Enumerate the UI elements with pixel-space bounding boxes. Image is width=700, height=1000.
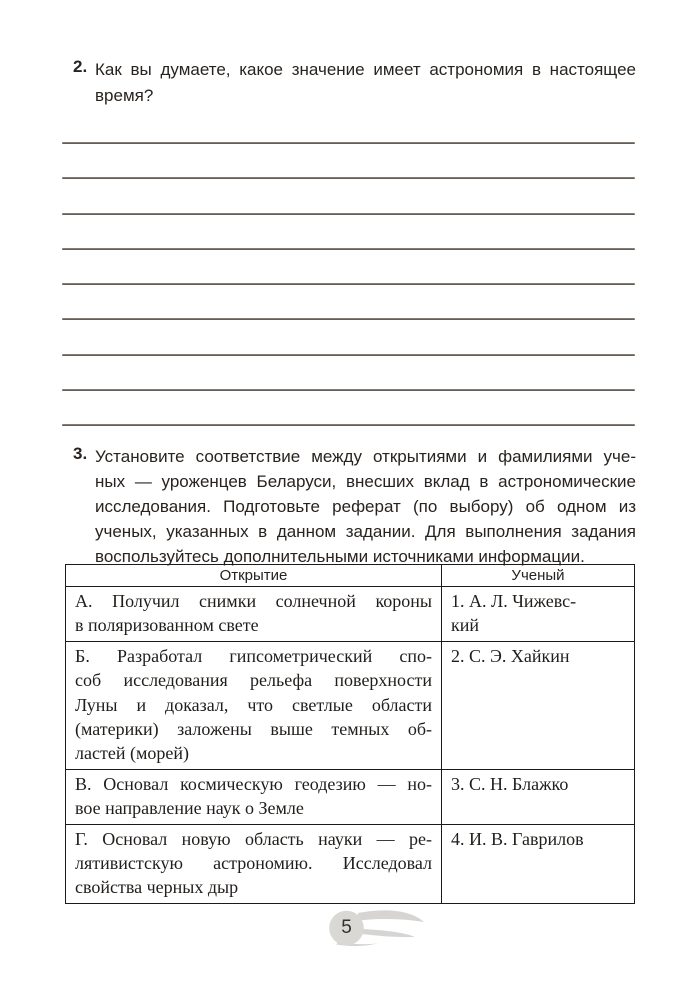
table-row xyxy=(66,586,634,641)
question-3-line: ученых, указанных в данном задании. Для выполнения задания xyxy=(95,522,636,541)
discovery-line: вое направление наук о Земле xyxy=(75,798,304,819)
discovery-line: соб исследования рельефа поверхности xyxy=(75,670,432,691)
question-3-line: исследования. Подготовьте реферат (по выбору) об одном из xyxy=(95,497,636,516)
discovery-cell xyxy=(66,642,442,769)
scientist-line: 3. С. Н. Блажко xyxy=(451,773,569,794)
writing-line xyxy=(62,354,635,356)
table-row xyxy=(66,824,634,903)
scientist-cell xyxy=(442,825,634,903)
question-3-line: воспользуйтесь дополнительными источниками информации. xyxy=(95,547,585,566)
answer-lines-area[interactable] xyxy=(62,142,635,426)
scientist-cell xyxy=(442,642,634,769)
discovery-cell xyxy=(66,825,442,903)
scientist-cell xyxy=(442,587,634,641)
page-number-badge xyxy=(320,903,490,963)
scientist-line: 2. С. Э. Хайкин xyxy=(451,645,570,666)
writing-line xyxy=(62,177,635,179)
table-header-row xyxy=(66,565,634,586)
discovery-line: Г. Основал новую область науки — ре- xyxy=(75,828,432,849)
writing-line xyxy=(62,424,635,426)
header-scientist: Ученый xyxy=(511,567,565,584)
discovery-line: А. Получил снимки солнечной короны xyxy=(75,591,432,611)
question-2-line: Как вы думаете, какое значение имеет астрономия в настоящее xyxy=(95,60,636,79)
scientist-line: 1. А. Л. Чижевс- xyxy=(451,591,577,611)
question-2-text xyxy=(95,57,636,109)
scientist-cell xyxy=(442,770,634,824)
header-discovery: Открытие xyxy=(66,565,442,586)
writing-line xyxy=(62,142,635,144)
question-3-line: Установите соответствие между открытиями и фамилиями уче- xyxy=(95,447,636,466)
discovery-cell xyxy=(66,587,442,641)
writing-line xyxy=(62,389,635,391)
discovery-line: в поляризованном свете xyxy=(75,615,259,636)
writing-line xyxy=(62,318,635,320)
matching-table xyxy=(65,564,635,904)
question-2-number: 2. xyxy=(73,57,88,76)
table-row xyxy=(66,769,634,824)
discovery-line: В. Основал космическую геодезию — но- xyxy=(75,773,432,794)
discovery-line: (материки) заложены выше темных об- xyxy=(75,719,432,740)
discovery-cell xyxy=(66,770,442,824)
question-2 xyxy=(73,57,636,109)
discovery-line: Луны и доказал, что светлые области xyxy=(75,694,432,715)
question-3-text xyxy=(95,444,636,569)
discovery-line: ластей (морей) xyxy=(75,743,189,764)
writing-line xyxy=(62,248,635,250)
question-2-line: время? xyxy=(95,86,154,105)
question-3 xyxy=(73,444,636,569)
table-row xyxy=(66,641,634,769)
page-number: 5 xyxy=(341,917,352,938)
discovery-line: Б. Разработал гипсометрический спо- xyxy=(75,645,432,666)
scientist-line: 4. И. В. Гаврилов xyxy=(451,828,584,849)
discovery-line: свойства черных дыр xyxy=(75,877,239,898)
writing-line xyxy=(62,213,635,215)
discovery-line: лятивистскую астрономию. Исследовал xyxy=(75,853,432,874)
question-3-line: ных — уроженцев Беларуси, внесших вклад в астрономические xyxy=(95,472,636,491)
question-3-number: 3. xyxy=(73,444,88,463)
scientist-line: кий xyxy=(451,615,480,636)
writing-line xyxy=(62,283,635,285)
